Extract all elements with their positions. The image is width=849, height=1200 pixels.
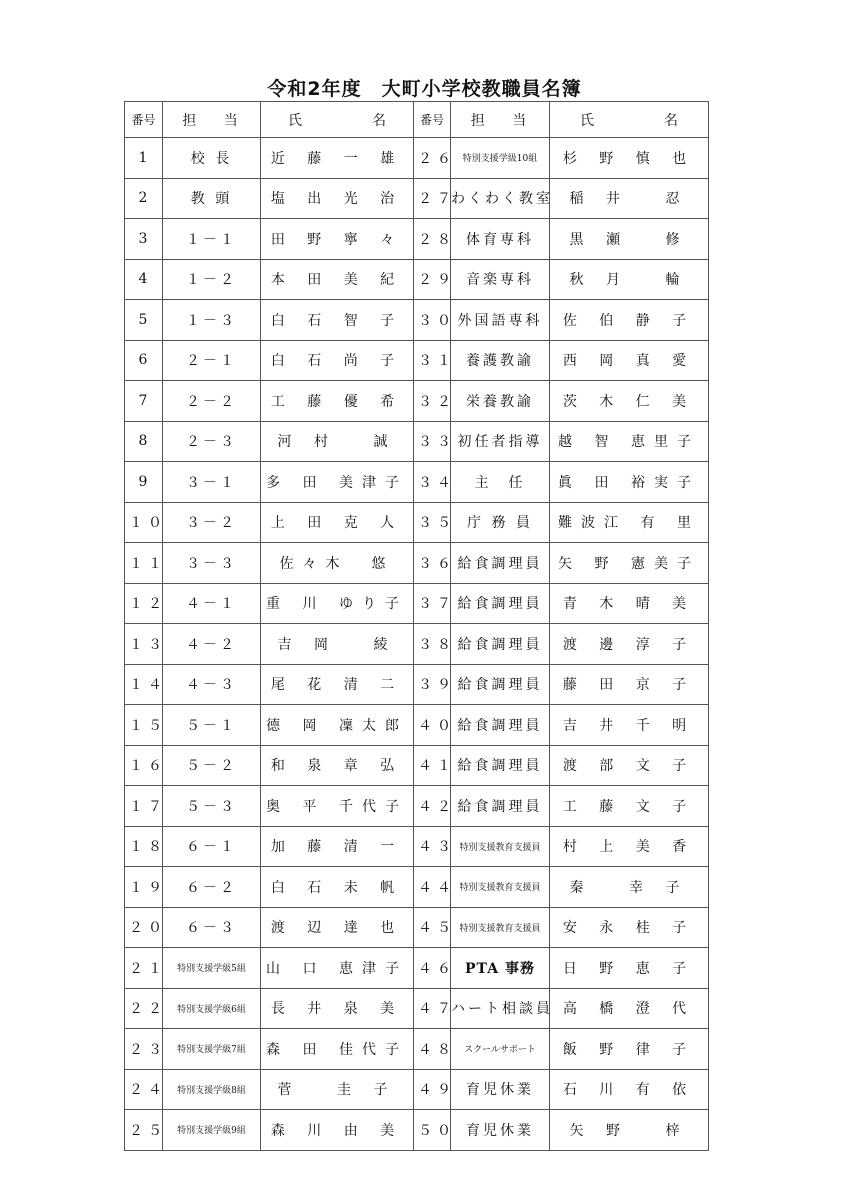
right-role-cell: 育児休業 [451, 1069, 550, 1110]
right-name-cell: 吉 井 千 明 [550, 705, 709, 746]
right-number-cell: ４９ [414, 1069, 451, 1110]
table-row [125, 826, 709, 867]
left-name-cell: 渡 辺 達 也 [261, 907, 414, 948]
right-number-cell: ３２ [414, 381, 451, 422]
left-number-cell: １４ [125, 664, 163, 705]
right-number-cell: ３５ [414, 502, 451, 543]
left-role-cell: ２－１ [163, 340, 261, 381]
left-name-cell: 河 村 誠 [261, 421, 414, 462]
left-role-cell: ４－３ [163, 664, 261, 705]
left-role-cell: １－３ [163, 300, 261, 341]
right-role-cell: 外国語専科 [451, 300, 550, 341]
right-name-cell: 青 木 晴 美 [550, 583, 709, 624]
right-role-cell: 初任者指導 [451, 421, 550, 462]
right-name-cell: 日 野 恵 子 [550, 948, 709, 989]
left-name-cell: 本 田 美 紀 [261, 259, 414, 300]
left-number-cell: 5 [125, 300, 163, 341]
table-row [125, 340, 709, 381]
right-name-cell: 飯 野 律 子 [550, 1029, 709, 1070]
right-number-cell: ４１ [414, 745, 451, 786]
left-number-cell: １２ [125, 583, 163, 624]
right-number-cell: ３０ [414, 300, 451, 341]
left-name-cell: 田 野 寧 々 [261, 219, 414, 260]
right-name-cell: 矢 野 梓 [550, 1110, 709, 1151]
right-role-cell: 特別支援学級10組 [451, 138, 550, 179]
left-name-cell: 長 井 泉 美 [261, 988, 414, 1029]
left-name-cell: 工 藤 優 希 [261, 381, 414, 422]
left-name-cell: 德 岡 凜太郎 [261, 705, 414, 746]
right-number-cell: ３９ [414, 664, 451, 705]
left-number-cell: １９ [125, 867, 163, 908]
header-name-right: 氏 名 [550, 102, 709, 138]
left-name-cell: 森 田 佳代子 [261, 1029, 414, 1070]
left-number-cell: ２０ [125, 907, 163, 948]
left-number-cell: 9 [125, 462, 163, 503]
right-name-cell: 佐 伯 静 子 [550, 300, 709, 341]
left-name-cell: 奥 平 千代子 [261, 786, 414, 827]
left-role-cell: ６－１ [163, 826, 261, 867]
table-row [125, 421, 709, 462]
left-name-cell: 和 泉 章 弘 [261, 745, 414, 786]
left-number-cell: 1 [125, 138, 163, 179]
right-name-cell: 高 橋 澄 代 [550, 988, 709, 1029]
staff-roster-table [124, 101, 709, 1151]
table-row [125, 138, 709, 179]
right-role-cell: 特別支援教育支援員 [451, 907, 550, 948]
table-row [125, 624, 709, 665]
right-name-cell: 矢 野 憲美子 [550, 543, 709, 584]
right-role-cell: 給食調理員 [451, 624, 550, 665]
right-name-cell: 安 永 桂 子 [550, 907, 709, 948]
left-role-cell: ３－２ [163, 502, 261, 543]
right-number-cell: ３４ [414, 462, 451, 503]
right-name-cell: 藤 田 京 子 [550, 664, 709, 705]
right-number-cell: ２７ [414, 178, 451, 219]
right-number-cell: ４８ [414, 1029, 451, 1070]
left-name-cell: 加 藤 清 一 [261, 826, 414, 867]
left-number-cell: １１ [125, 543, 163, 584]
right-number-cell: ３６ [414, 543, 451, 584]
left-number-cell: ２２ [125, 988, 163, 1029]
right-role-cell: 主 任 [451, 462, 550, 503]
right-role-cell: 養護教諭 [451, 340, 550, 381]
right-name-cell: 渡 部 文 子 [550, 745, 709, 786]
right-name-cell: 難波江 有 里 [550, 502, 709, 543]
left-number-cell: 3 [125, 219, 163, 260]
table-row [125, 988, 709, 1029]
left-number-cell: 8 [125, 421, 163, 462]
right-number-cell: ３８ [414, 624, 451, 665]
left-name-cell: 多 田 美津子 [261, 462, 414, 503]
left-role-cell: ５－３ [163, 786, 261, 827]
left-name-cell: 山 口 恵津子 [261, 948, 414, 989]
table-row [125, 300, 709, 341]
left-name-cell: 尾 花 清 二 [261, 664, 414, 705]
right-number-cell: ４７ [414, 988, 451, 1029]
left-role-cell: ３－１ [163, 462, 261, 503]
right-number-cell: ４５ [414, 907, 451, 948]
left-role-cell: 特別支援学級8組 [163, 1069, 261, 1110]
table-row [125, 1029, 709, 1070]
left-number-cell: 6 [125, 340, 163, 381]
right-name-cell: 秋 月 輪 [550, 259, 709, 300]
left-role-cell: ５－２ [163, 745, 261, 786]
right-number-cell: ４３ [414, 826, 451, 867]
left-role-cell: 特別支援学級5組 [163, 948, 261, 989]
right-name-cell: 渡 邊 淳 子 [550, 624, 709, 665]
right-role-cell: スクールサポート [451, 1029, 550, 1070]
right-name-cell: 石 川 有 依 [550, 1069, 709, 1110]
table-row [125, 907, 709, 948]
right-name-cell: 村 上 美 香 [550, 826, 709, 867]
table-row [125, 705, 709, 746]
right-name-cell: 工 藤 文 子 [550, 786, 709, 827]
table-row [125, 583, 709, 624]
left-number-cell: ２３ [125, 1029, 163, 1070]
table-row [125, 867, 709, 908]
table-row [125, 259, 709, 300]
right-role-cell: 育児休業 [451, 1110, 550, 1151]
left-number-cell: 4 [125, 259, 163, 300]
left-name-cell: 吉 岡 綾 [261, 624, 414, 665]
table-row [125, 745, 709, 786]
right-role-cell: 給食調理員 [451, 745, 550, 786]
header-role-left: 担 当 [163, 102, 261, 138]
right-number-cell: ４２ [414, 786, 451, 827]
left-role-cell: 校 長 [163, 138, 261, 179]
right-name-cell: 越 智 恵里子 [550, 421, 709, 462]
roster-body [125, 138, 709, 1151]
left-name-cell: 白 石 智 子 [261, 300, 414, 341]
header-role-right: 担 当 [451, 102, 550, 138]
right-role-cell: 特別支援教育支援員 [451, 867, 550, 908]
left-number-cell: １８ [125, 826, 163, 867]
right-role-cell: 給食調理員 [451, 786, 550, 827]
page-title: 令和2年度 大町小学校教職員名簿 [267, 78, 582, 100]
left-number-cell: ２４ [125, 1069, 163, 1110]
right-number-cell: ２９ [414, 259, 451, 300]
table-row [125, 543, 709, 584]
right-number-cell: ４４ [414, 867, 451, 908]
left-role-cell: ２－３ [163, 421, 261, 462]
left-name-cell: 佐々木 悠 [261, 543, 414, 584]
right-name-cell: 西 岡 真 愛 [550, 340, 709, 381]
left-role-cell: １－１ [163, 219, 261, 260]
right-number-cell: ５０ [414, 1110, 451, 1151]
table-row [125, 462, 709, 503]
left-number-cell: 2 [125, 178, 163, 219]
left-role-cell: １－２ [163, 259, 261, 300]
table-row [125, 381, 709, 422]
left-name-cell: 近 藤 一 雄 [261, 138, 414, 179]
left-number-cell: １７ [125, 786, 163, 827]
left-number-cell: １６ [125, 745, 163, 786]
left-role-cell: ２－２ [163, 381, 261, 422]
table-row [125, 1069, 709, 1110]
table-header-row [125, 102, 709, 138]
right-number-cell: ３１ [414, 340, 451, 381]
right-number-cell: ２６ [414, 138, 451, 179]
left-name-cell: 森 川 由 美 [261, 1110, 414, 1151]
header-name-left: 氏 名 [261, 102, 414, 138]
left-role-cell: 特別支援学級7組 [163, 1029, 261, 1070]
left-name-cell: 白 石 未 帆 [261, 867, 414, 908]
left-name-cell: 白 石 尚 子 [261, 340, 414, 381]
right-number-cell: ４６ [414, 948, 451, 989]
right-number-cell: ４０ [414, 705, 451, 746]
table-row [125, 178, 709, 219]
right-number-cell: ２８ [414, 219, 451, 260]
left-name-cell: 重 川 ゆり子 [261, 583, 414, 624]
left-number-cell: 7 [125, 381, 163, 422]
right-name-cell: 茨 木 仁 美 [550, 381, 709, 422]
header-number-left: 番号 [125, 102, 163, 138]
left-role-cell: ３－３ [163, 543, 261, 584]
right-name-cell: 黒 瀬 修 [550, 219, 709, 260]
table-row [125, 664, 709, 705]
left-number-cell: １０ [125, 502, 163, 543]
right-number-cell: ３７ [414, 583, 451, 624]
right-role-cell: 体育専科 [451, 219, 550, 260]
right-role-cell: 給食調理員 [451, 583, 550, 624]
left-role-cell: ６－２ [163, 867, 261, 908]
right-role-cell: 庁 務 員 [451, 502, 550, 543]
table-row [125, 219, 709, 260]
left-name-cell: 塩 出 光 治 [261, 178, 414, 219]
left-number-cell: ２５ [125, 1110, 163, 1151]
table-row [125, 948, 709, 989]
table-row [125, 1110, 709, 1151]
table-row [125, 786, 709, 827]
table-row [125, 502, 709, 543]
right-role-cell: 給食調理員 [451, 543, 550, 584]
left-role-cell: ４－１ [163, 583, 261, 624]
right-name-cell: 杉 野 慎 也 [550, 138, 709, 179]
left-number-cell: ２１ [125, 948, 163, 989]
right-role-cell: わくわく教室 [451, 178, 550, 219]
left-name-cell: 菅 圭 子 [261, 1069, 414, 1110]
left-role-cell: ４－２ [163, 624, 261, 665]
left-role-cell: ６－３ [163, 907, 261, 948]
right-name-cell: 眞 田 裕実子 [550, 462, 709, 503]
right-role-cell: 給食調理員 [451, 705, 550, 746]
header-number-right: 番号 [414, 102, 451, 138]
right-role-cell: PTA 事務 [451, 948, 550, 989]
left-number-cell: １３ [125, 624, 163, 665]
right-role-cell: 音楽専科 [451, 259, 550, 300]
right-name-cell: 稲 井 忍 [550, 178, 709, 219]
right-name-cell: 秦 幸 子 [550, 867, 709, 908]
right-number-cell: ３３ [414, 421, 451, 462]
left-name-cell: 上 田 克 人 [261, 502, 414, 543]
right-role-cell: 給食調理員 [451, 664, 550, 705]
left-number-cell: １５ [125, 705, 163, 746]
left-role-cell: 特別支援学級6組 [163, 988, 261, 1029]
right-role-cell: 特別支援教育支援員 [451, 826, 550, 867]
left-role-cell: 特別支援学級9組 [163, 1110, 261, 1151]
left-role-cell: 教 頭 [163, 178, 261, 219]
right-role-cell: ハート相談員 [451, 988, 550, 1029]
left-role-cell: ５－１ [163, 705, 261, 746]
right-role-cell: 栄養教諭 [451, 381, 550, 422]
